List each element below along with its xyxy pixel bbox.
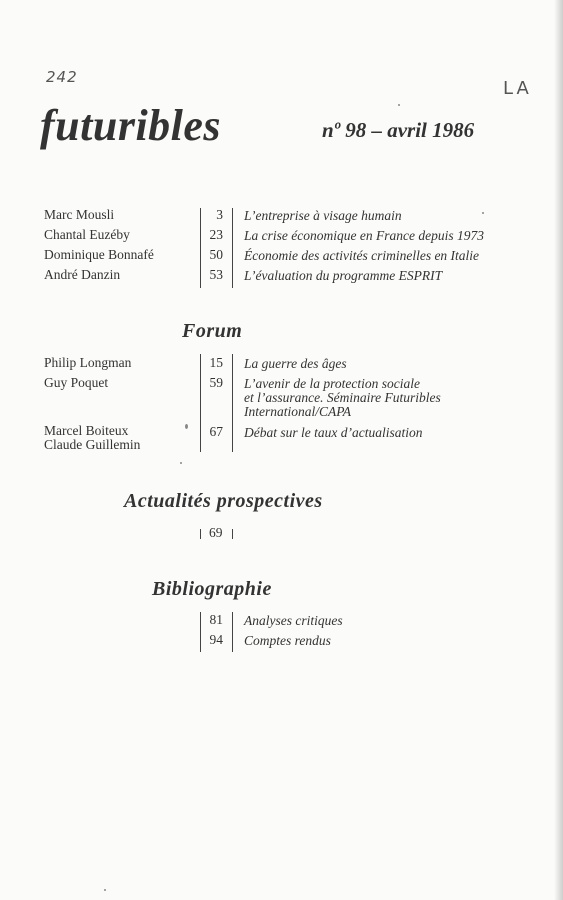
toc-author: Marc Mousli	[44, 207, 115, 222]
toc-article-title-line: L’avenir de la protection sociale	[244, 376, 420, 391]
handwritten-catalog-number: 242	[46, 68, 78, 86]
section-heading-actualites: Actualités prospectives	[124, 490, 323, 512]
toc-author: Chantal Euzéby	[44, 227, 130, 242]
toc-author: Claude Guillemin	[44, 437, 141, 452]
toc-divider-right	[232, 208, 233, 288]
toc-article-title: Comptes rendus	[244, 633, 331, 648]
section-heading-bibliographie: Bibliographie	[152, 578, 272, 600]
scan-speck	[104, 889, 106, 891]
section-heading-forum: Forum	[182, 320, 243, 342]
toc-page-number: 94	[209, 632, 223, 647]
toc-page-number: 3	[216, 207, 223, 222]
toc-page-number: 59	[209, 375, 223, 390]
issue-info: nº 98 – avril 1986	[322, 118, 475, 142]
toc-article-title: Débat sur le taux d’actualisation	[244, 425, 423, 440]
toc-divider-right	[232, 612, 233, 652]
toc-page-number: 53	[209, 267, 223, 282]
toc-article-title: L’évaluation du programme ESPRIT	[244, 268, 443, 283]
toc-article-title-line: International/CAPA	[244, 404, 351, 419]
toc-page-number: 50	[209, 247, 223, 262]
toc-author: André Danzin	[44, 267, 121, 282]
toc-author: Guy Poquet	[44, 375, 109, 390]
journal-title: futuribles	[40, 101, 222, 150]
toc-author: Philip Longman	[44, 355, 132, 370]
toc-divider-right	[232, 529, 233, 539]
page-edge-shadow	[554, 0, 563, 900]
toc-divider-right	[232, 354, 233, 452]
toc-article-title-line: et l’assurance. Séminaire Futuribles	[244, 390, 441, 405]
toc-page-number: 23	[209, 227, 223, 242]
toc-page-number: 67	[209, 424, 223, 439]
toc-article-title: Économie des activités criminelles en Italie	[244, 248, 480, 263]
toc-page-number: 81	[209, 612, 223, 627]
toc-article-title: La guerre des âges	[244, 356, 347, 371]
toc-author: Marcel Boiteux	[44, 423, 129, 438]
toc-divider-left	[200, 529, 201, 539]
toc-page-number: 69	[209, 525, 223, 540]
toc-page-number: 15	[209, 355, 223, 370]
toc-author: Dominique Bonnafé	[44, 247, 154, 262]
scan-speck	[180, 462, 182, 464]
toc-article-title: Analyses critiques	[244, 613, 343, 628]
handwritten-initials: LA	[503, 78, 532, 99]
toc-article-title: La crise économique en France depuis 1973	[244, 228, 484, 243]
scan-speck	[482, 212, 484, 214]
scan-speck	[398, 104, 400, 106]
scan-speck	[185, 424, 188, 429]
toc-article-title: L’entreprise à visage humain	[244, 208, 402, 223]
